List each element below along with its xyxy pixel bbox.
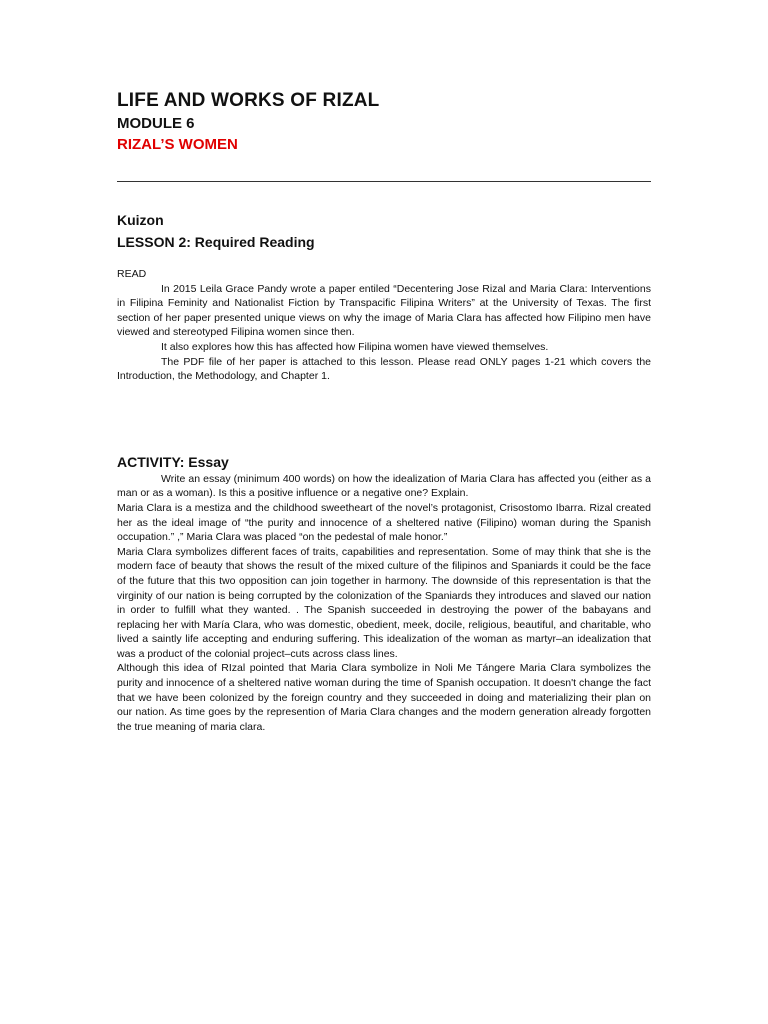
essay-paragraph-1: Maria Clara is a mestiza and the childhood sweetheart of the novel’s protagonist, Crisostomo Ibarra. Rizal created her as the ideal image of “the purity and innocence of a sheltered native (Filipino) woman during the Spanish occupation.” ,” Maria Clara was placed “on the pedestal of male honor.” (117, 501, 651, 544)
module-subtitle: RIZAL’S WOMEN (117, 136, 238, 153)
reading-paragraph-3: The PDF file of her paper is attached to this lesson. Please read ONLY pages 1-21 which covers the Introduction, the Methodology, and Chapter 1. (117, 355, 651, 383)
course-title: LIFE AND WORKS OF RIZAL (117, 90, 380, 111)
module-label: MODULE 6 (117, 115, 195, 132)
horizontal-divider (117, 181, 651, 182)
reading-paragraph-1: In 2015 Leila Grace Pandy wrote a paper entiled “Decentering Jose Rizal and Maria Clara: Interventions in Filipina Feminity and Nationalist Fiction by Transpacific Filipina Writers” at the University of Texas. The first section of her paper presented unique views on why the image of Maria Clara has affected how Filipino men have viewed and stereotyped Filipina women since then. (117, 282, 651, 339)
document-content (117, 88, 651, 734)
reading-paragraph-2: It also explores how this has affected how Filipina women have viewed themselves. (161, 340, 549, 353)
essay-paragraph-3: Although this idea of RIzal pointed that Maria Clara symbolize in Noli Me Tángere Maria Clara symbolizes the purity and innocence of a sheltered native woman during the time of Spanish occupation. It doesn't change the fact that we have been colonized by the foreign country and they succeeded in doing and materializing their plan on our nation. As time goes by the represention of Maria Clara changes and the modern generation already forgotten the true meaning of maria clara. (117, 662, 651, 733)
activity-heading: ACTIVITY: Essay (117, 453, 229, 470)
essay-paragraph-2: Maria Clara symbolizes different faces of traits, capabilities and representation. Some of may think that she is the modern face of beauty that shows the result of the mixed culture of the filipinos and Spaniards it could be the face of the future that this two opposition can join together in harmony. The downside of this representation is that the virginity of our nation is being corrupted by the colonization of the Spaniards they introduces and slaved our nation in order to fulfill what they wanted. . The Spanish succeeded in destroying the power of the babayans and replacing her with María Clara, who was domestic, obedient, meek, docile, religious, beautiful, and charitable, who lived a saintly life accepting and enduring suffering. This idealization of the woman as martyr–an idealization that was a product of the colonial project–cuts across class lines. (117, 545, 651, 660)
author-name: Kuizon (117, 212, 164, 228)
read-label: READ (117, 268, 147, 280)
lesson-heading: LESSON 2: Required Reading (117, 234, 315, 250)
activity-prompt: Write an essay (minimum 400 words) on how the idealization of Maria Clara has affected you (either as a man or as a woman). Is this a positive influence or a negative one? Explain. (117, 472, 651, 500)
